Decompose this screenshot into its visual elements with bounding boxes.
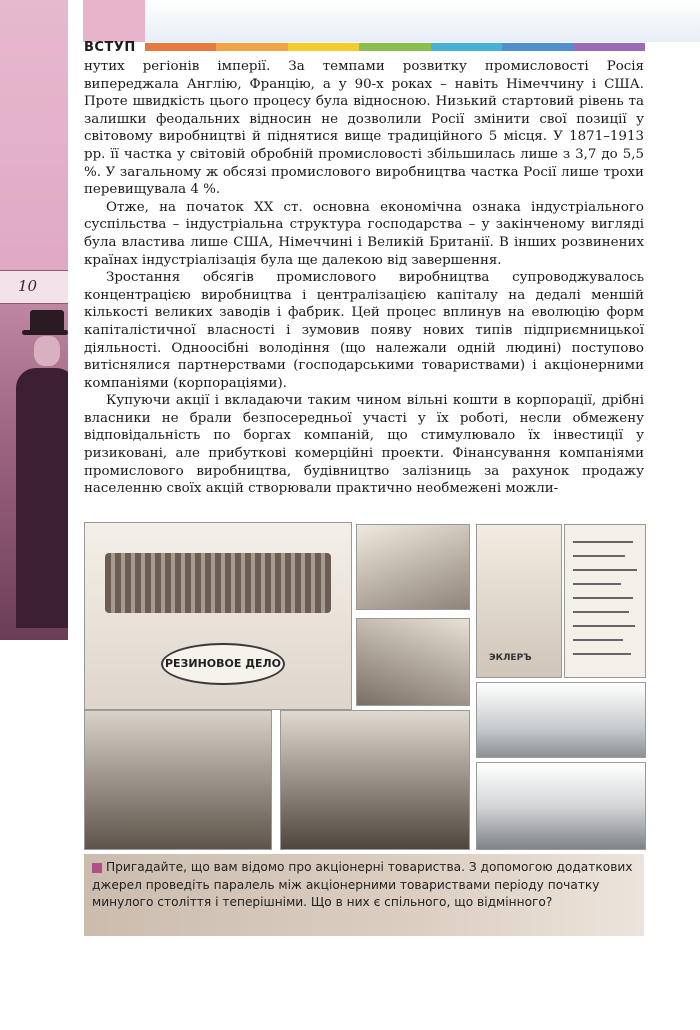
photo-collage [84, 522, 644, 852]
steamship-photo [476, 682, 646, 758]
page-number: 10 [18, 277, 38, 295]
top-hat-shape [30, 310, 64, 332]
portrait-photo-margin [0, 290, 68, 640]
factory-buildings-shape [105, 553, 331, 613]
paragraph: Зростання обсягів промислового виробництва супроводжувалось концентрацією виробництва і централізацією капіталу на дедалі меншій кількості великих заводів і фабрик. Цей процес вплинув на еволюцію форм капіталістичної власності і зумовив появу нових типів підприємницької діяльності. Одноосібні володіння (що належали одній людині) поступово витіснялися партнерствами (господарськими товариствами) і акціонерними компаніями (корпораціями). [84, 270, 644, 391]
face-shape [34, 336, 60, 366]
color-segment [502, 43, 573, 51]
paragraph: нутих регіонів імперії. За темпами розвитку промисловості Росія випереджала Англію, Францію, а у 90-х роках – навіть Німеччину і США. Проте швидкість цього процесу була відносною. Низький стартовий рівень та залишки феодальних відносин не дозволили Росії змінити свої позиції у світовому виробництві й піднятися вище традиційного 5 місця. У 1871–1913 рр. її частка у світовій обробній промисловості збільшилась лише з 3,7 до 5,5 %. У загальному ж обсязі промислового виробництва частка Росії лише трохи перевищувала 4 %. [84, 59, 644, 198]
header-band [145, 0, 700, 42]
header-color-bar [145, 43, 645, 51]
advertisement-poster [476, 524, 562, 678]
paragraph: Купуючи акції і вкладаючи таким чином вільні кошти в корпорації, дрібні власники не брали безпосередньої участі у їх роботі, несли обмежену відповідальність по боргах компаній, що стимулювало їх інвестиції у ризиковані, але прибуткові комерційні проекти. Фінансування компаніями промислового виробництва, будівництво залізниць за рахунок продажу населенню своїх акцій створювали практично необмежені можли- [84, 393, 644, 497]
section-title: ВСТУП [84, 40, 136, 55]
section-tab [83, 0, 145, 42]
hat-brim-shape [22, 330, 68, 335]
engine-room-photo [280, 710, 470, 850]
color-segment [145, 43, 216, 51]
color-segment [431, 43, 502, 51]
question-text: Пригадайте, що вам відомо про акціонерні товариства. З допомогою додаткових джерел проведіть паралель між акціонерними товариствами періоду початку минулого століття і теперішніми. Що в них є спільного, що відмінного? [92, 860, 633, 909]
workshop-interior-photo [356, 524, 470, 610]
factory-panorama-photo [84, 522, 352, 710]
color-segment [216, 43, 287, 51]
question-box [84, 854, 644, 936]
body-text [84, 58, 644, 498]
factory-hall-photo [356, 618, 470, 706]
paragraph: Отже, на початок ХХ ст. основна економічна ознака індустріального суспільства – індустріальна структура господарства – у закінченому вигляді була властива лише США, Німеччині і Великій Британії. В інших розвинених країнах індустріалізація була ще далекою від завершення. [84, 199, 644, 268]
company-notice-document [564, 524, 646, 678]
color-segment [288, 43, 359, 51]
poster-label: ЭКЛЕРЪ [489, 653, 532, 663]
color-segment [359, 43, 430, 51]
workers-factory-photo [84, 710, 272, 850]
factory-sign: РЕЗИНОВОЕ ДЕЛО [161, 643, 285, 685]
page-number-box [0, 270, 68, 304]
pavilion-building-photo [476, 762, 646, 850]
color-segment [574, 43, 645, 51]
coat-shape [16, 368, 68, 628]
